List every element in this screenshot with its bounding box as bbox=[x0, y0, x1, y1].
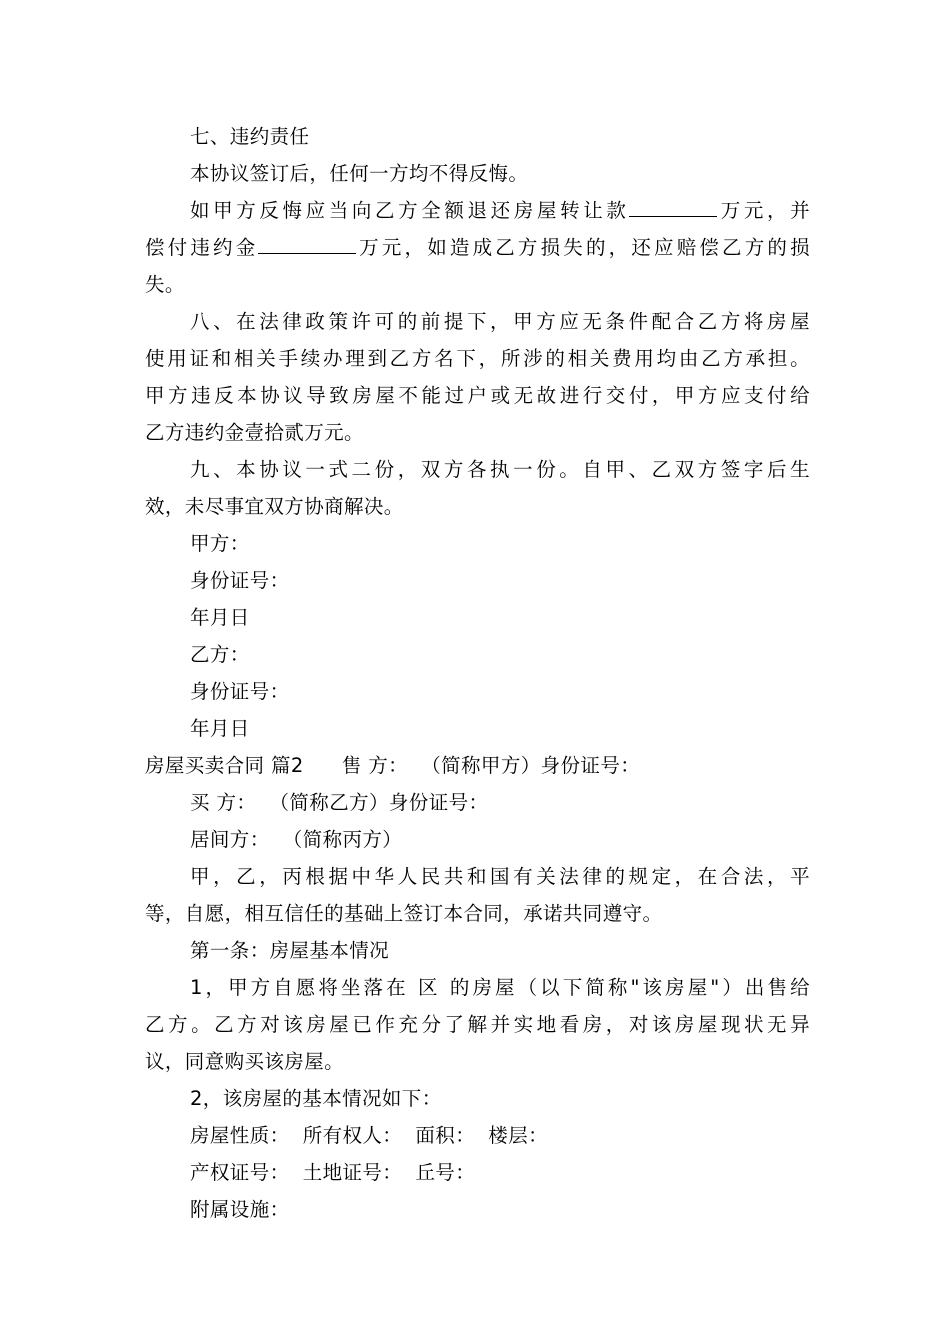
document-body bbox=[145, 118, 810, 1228]
party-b-id-label: 身份证号： bbox=[190, 680, 290, 703]
agent-info: 居间方： （简称丙方） bbox=[190, 828, 403, 851]
refund-unit-text: 万元，并 bbox=[717, 199, 810, 222]
article-1-paragraph-1-line-1: 1，甲方自愿将坐落在 区 的房屋（以下简称"该房屋"）出售给 bbox=[190, 976, 810, 999]
article-1-paragraph-1-line-3: 议，同意购买该房屋。 bbox=[145, 1050, 345, 1073]
article-1-paragraph-2: 2，该房屋的基本情况如下： bbox=[190, 1087, 442, 1110]
house-nature-fields: 房屋性质： 所有权人： 面积： 楼层： bbox=[190, 1124, 548, 1147]
section-8-line-4: 乙方违约金壹拾贰万元。 bbox=[145, 421, 364, 444]
party-b-label: 乙方： bbox=[190, 643, 250, 666]
party-b-date-label: 年月日 bbox=[190, 717, 250, 740]
contract-2-heading-line bbox=[145, 747, 810, 784]
section-7-paragraph-2-line-1 bbox=[145, 192, 810, 229]
party-a-label: 甲方： bbox=[190, 532, 250, 555]
buyer-info: 买 方： （简称乙方）身份证号： bbox=[190, 791, 489, 814]
party-a-id-label: 身份证号： bbox=[190, 569, 290, 592]
section-8-line-2: 使用证和相关手续办理到乙方名下，所涉的相关费用均由乙方承担。 bbox=[145, 347, 810, 370]
house-facilities-field: 附属设施： bbox=[190, 1198, 290, 1221]
seller-info: 售 方： （简称甲方）身份证号： bbox=[341, 754, 641, 777]
section-7-title: 七、违约责任 bbox=[190, 125, 310, 148]
party-a-date-label: 年月日 bbox=[190, 606, 250, 629]
section-8-line-1: 八、在法律政策许可的前提下，甲方应无条件配合乙方将房屋 bbox=[190, 310, 810, 333]
section-9-line-1: 九、本协议一式二份，双方各执一份。自甲、乙双方签字后生 bbox=[190, 458, 810, 481]
penalty-unit-text: 万元，如造成乙方损失的，还应赔偿乙方的损 bbox=[356, 236, 810, 259]
refund-amount-blank bbox=[629, 194, 717, 217]
penalty-clause-text: 偿付违约金 bbox=[145, 236, 259, 259]
article-1-title: 第一条：房屋基本情况 bbox=[190, 939, 390, 962]
house-certificate-fields: 产权证号： 土地证号： 丘号： bbox=[190, 1161, 476, 1184]
penalty-amount-blank bbox=[258, 231, 356, 254]
section-7-paragraph-1: 本协议签订后，任何一方均不得反悔。 bbox=[190, 162, 529, 185]
section-9-line-2: 效，未尽事宜双方协商解决。 bbox=[145, 495, 404, 518]
section-7-paragraph-2-line-2 bbox=[145, 229, 810, 266]
section-8-line-3: 甲方违反本协议导致房屋不能过户或无故进行交付，甲方应支付给 bbox=[145, 384, 810, 407]
contract-2-intro-line-1: 甲，乙，丙根据中华人民共和国有关法律的规定，在合法，平 bbox=[190, 865, 810, 888]
article-1-paragraph-1-line-2: 乙方。乙方对该房屋已作充分了解并实地看房，对该房屋现状无异 bbox=[145, 1013, 810, 1036]
section-7-paragraph-2-line-3: 失。 bbox=[145, 273, 185, 296]
refund-clause-text: 如甲方反悔应当向乙方全额退还房屋转让款 bbox=[190, 199, 630, 222]
contract-2-heading: 房屋买卖合同 篇2 bbox=[145, 754, 304, 777]
contract-2-intro-line-2: 等，自愿，相互信任的基础上签订本合同，承诺共同遵守。 bbox=[145, 902, 663, 925]
